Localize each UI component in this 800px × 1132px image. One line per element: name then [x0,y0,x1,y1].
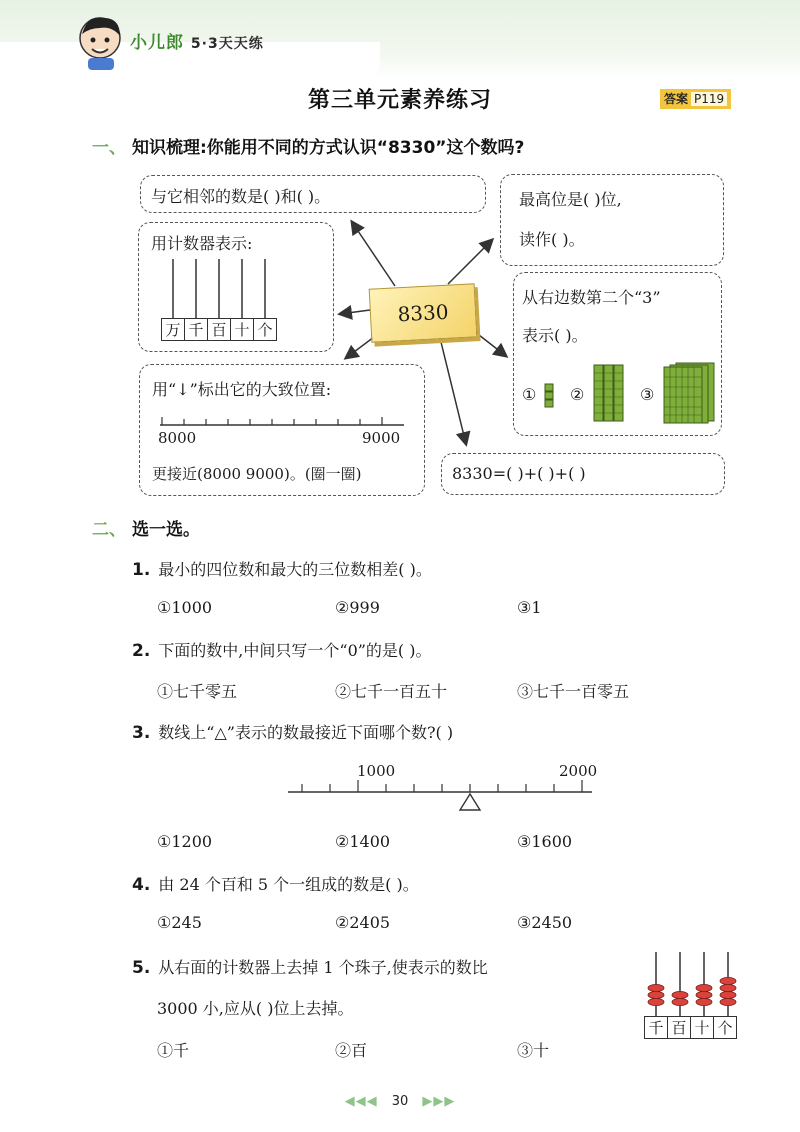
q5-label-bai: 百 [668,1017,691,1038]
question-5-text: 从右面的计数器上去掉 1 个珠子,使表示的数比 [158,958,488,977]
block-choices [522,361,717,425]
q3-numberline [286,778,596,814]
q2-option-3[interactable]: ③七千一百零五 [517,682,630,701]
closer-text: 更接近(8000 9000)。(圈一圈) [152,465,362,483]
section1-title: 知识梳理:你能用不同的方式认识“8330”这个数吗? [132,138,525,158]
q1-option-2[interactable]: ②999 [335,598,380,617]
page-number: 30 [391,1094,409,1109]
second-three-box [513,272,722,436]
numberline-right-label: 9000 [362,429,401,447]
second-three-line1: 从右边数第二个“3” [522,288,661,307]
question-5 [132,955,488,978]
abacus-rods [161,257,281,319]
equation-box [441,453,725,495]
triangle-marker [460,794,480,810]
q5-abacus-label-row [644,1016,737,1039]
center-number-card [369,283,478,342]
unit-cubes-icon [544,383,554,409]
ten-rods-icon [592,363,632,423]
page-title: 第三单元素养练习 [307,88,492,113]
numberline-left-label: 8000 [158,429,197,447]
q5-option-2[interactable]: ②百 [335,1041,368,1060]
question-2 [132,638,432,661]
q4-option-1[interactable]: ①245 [157,913,202,932]
question-3-text: 数线上“△”表示的数最接近下面哪个数?( ) [158,723,454,742]
q2-option-1[interactable]: ①七千零五 [157,682,238,701]
q3-line-label-2000: 2000 [559,762,598,780]
abacus-label-bai: 百 [208,319,231,340]
choice-mark-3: ③ [640,385,655,404]
section2-title: 选一选。 [132,520,200,540]
brand-name: 小儿郎 [130,33,184,53]
question-4-number: 4. [132,875,151,895]
q5-label-qian: 千 [645,1017,668,1038]
highest-place-box [500,174,724,266]
numberline-8000-9000 [158,413,408,429]
abacus-label-qian: 千 [185,319,208,340]
abacus-label-ge: 个 [257,321,273,339]
q2-option-2[interactable]: ②七千一百五十 [335,682,448,701]
hundred-flats-icon [662,361,718,425]
question-1 [132,557,432,580]
page-footer [0,1094,800,1109]
q5-option-1[interactable]: ①千 [157,1041,190,1060]
q5-label-ge: 个 [717,1019,733,1037]
q1-option-1[interactable]: ①1000 [157,598,213,617]
abacus-label-shi: 十 [231,319,254,340]
answer-label: 答案 [664,92,689,106]
q4-option-3[interactable]: ③2450 [517,913,573,932]
question-1-number: 1. [132,560,151,580]
second-three-line2: 表示( )。 [522,326,588,345]
numberline-caption: 用“↓”标出它的大致位置: [152,380,332,399]
abacus-caption: 用计数器表示: [151,234,253,253]
brand-series: 5·3天天练 [190,36,264,52]
footer-right-marks: ▶▶▶ [422,1094,456,1109]
q5-abacus-icon [640,950,744,1016]
question-5-number: 5. [132,958,151,978]
abacus-label-wan: 万 [162,319,185,340]
section2-number: 二、 [92,520,126,540]
q5-label-shi: 十 [691,1017,714,1038]
section2-heading [92,515,200,540]
question-3 [132,720,453,743]
q3-option-2[interactable]: ②1400 [335,832,391,851]
question-2-text: 下面的数中,中间只写一个“0”的是( )。 [158,641,432,660]
question-1-text: 最小的四位数和最大的三位数相差( )。 [158,560,432,579]
numberline-box [139,364,425,496]
abacus-box [138,222,334,352]
footer-left-marks: ◀◀◀ [344,1094,378,1109]
q4-option-2[interactable]: ②2405 [335,913,391,932]
q1-option-3[interactable]: ③1 [517,598,542,617]
question-2-number: 2. [132,641,151,661]
abacus-label-row [161,318,277,341]
highest-place-line2: 读作( )。 [519,230,585,249]
q5-option-3[interactable]: ③十 [517,1041,550,1060]
q3-line-label-1000: 1000 [357,762,396,780]
neighbors-text: 与它相邻的数是( )和( )。 [151,187,331,206]
highest-place-line1: 最高位是( )位, [519,190,622,209]
neighbors-box [140,175,486,213]
question-3-number: 3. [132,723,151,743]
choice-mark-2: ② [570,385,585,404]
question-5-text-line2: 3000 小,应从( )位上去掉。 [157,999,354,1018]
center-number: 8330 [396,299,450,327]
choice-mark-1: ① [522,385,537,404]
answer-page: P119 [691,92,727,106]
question-4-text: 由 24 个百和 5 个一组成的数是( )。 [158,875,419,894]
q3-option-3[interactable]: ③1600 [517,832,573,851]
question-4 [132,872,419,895]
equation-text: 8330=( )+( )+( ) [452,464,586,483]
q3-option-1[interactable]: ①1200 [157,832,213,851]
section1-number: 一、 [92,138,126,158]
